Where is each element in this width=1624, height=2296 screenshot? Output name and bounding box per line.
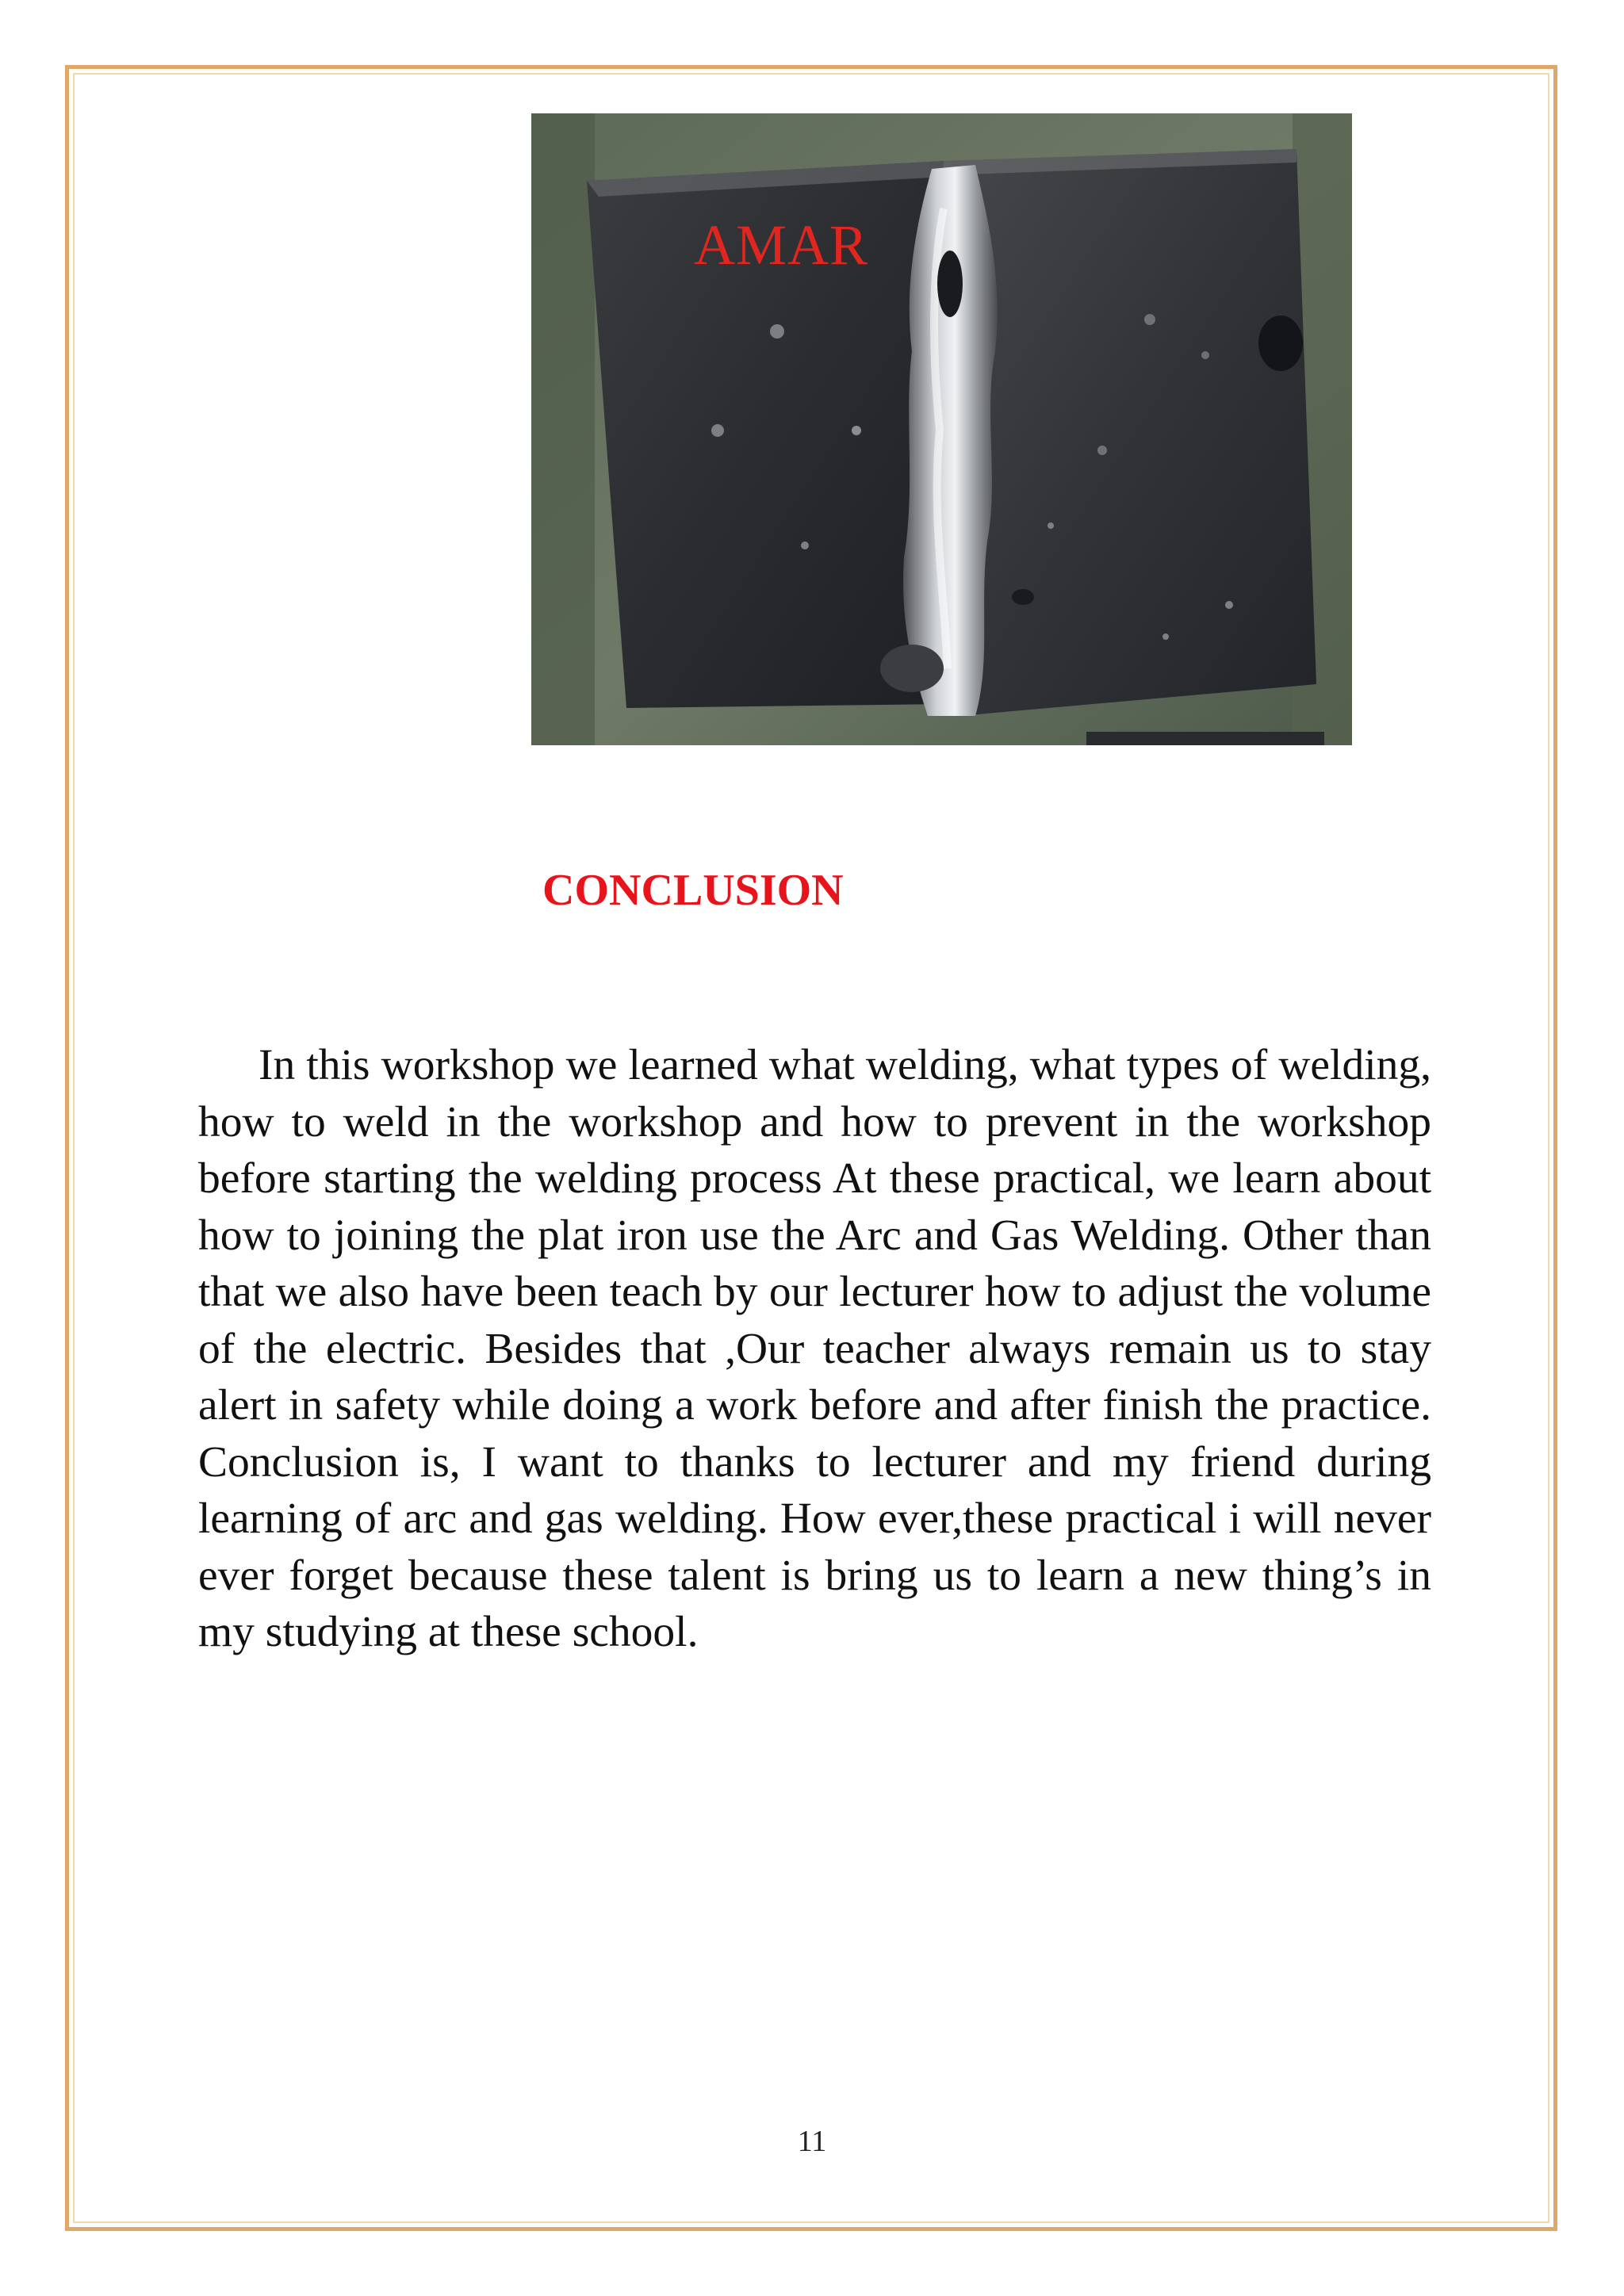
weld-photo-image — [531, 113, 1352, 745]
weld-photo — [531, 113, 1352, 745]
conclusion-paragraph: In this workshop we learned what welding, what types of welding, how to weld in the workshop and how to prevent in the workshop before starting the welding process At these practical, we learn about how to joining the plat iron use the Arc and Gas Welding. Other than that we also have been teach by our lecturer how to adjust the volume of the electric. Besides that ,Our teacher always remain us to stay alert in safety while doing a work before and after finish the practice. Conclusion is, I want to thanks to lecturer and my friend during learning of arc and gas welding. How ever,these practical i will never ever forget because these talent is bring us to learn a new thing’s in my studying at these school. — [198, 1041, 1431, 1656]
photo-label: AMAR — [694, 213, 869, 277]
section-heading: CONCLUSION — [542, 866, 844, 915]
page-number: 11 — [797, 2125, 827, 2158]
